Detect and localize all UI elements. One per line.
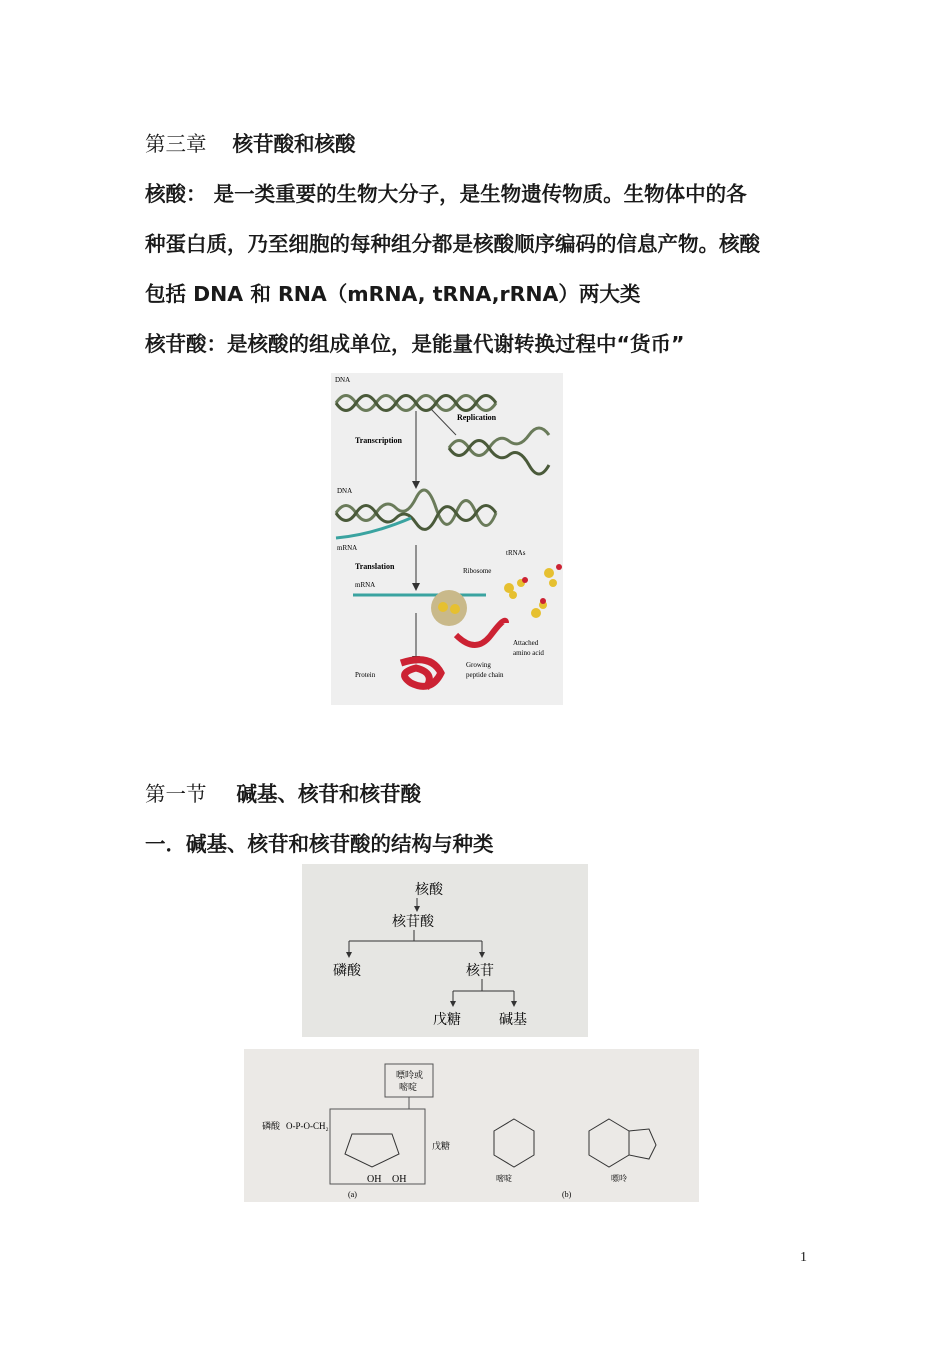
nucleotide-structure-figure bbox=[244, 1049, 699, 1202]
fig3-oh1: OH bbox=[367, 1174, 382, 1185]
fig2-nucleic-acid: 核酸 bbox=[415, 882, 443, 898]
chapter-label: 第三章 bbox=[145, 132, 207, 156]
fig2-phosphate: 磷酸 bbox=[333, 963, 361, 979]
fig1-ribosome-label: Ribosome bbox=[463, 567, 492, 575]
ribosome-shape bbox=[431, 590, 467, 626]
fig1-peptide-chain-label: peptide chain bbox=[466, 671, 504, 679]
fig3-pentose-label: 戊糖 bbox=[432, 1142, 451, 1152]
svg-text:O-P-O-CH₂: O-P-O-CH₂ bbox=[286, 1121, 329, 1131]
fig3-pyrimidine: 嘧啶 bbox=[496, 1174, 512, 1183]
fig1-dna-label: DNA bbox=[335, 376, 351, 384]
paragraph-line: 核酸： 是一类重要的生物大分子，是生物遗传物质。生物体中的各 bbox=[145, 182, 747, 206]
section-title: 碱基、核苷和核苷酸 bbox=[236, 782, 421, 806]
fig1-translation-label: Translation bbox=[355, 562, 395, 571]
page-number: 1 bbox=[800, 1250, 807, 1265]
paragraph-line: 核苷酸：是核酸的组成单位，是能量代谢转换过程中“货币” bbox=[145, 332, 685, 356]
fig1-amino-acid-label: amino acid bbox=[513, 649, 544, 657]
paragraph-line: 种蛋白质，乃至细胞的每种组分都是核酸顺序编码的信息产物。核酸 bbox=[145, 232, 760, 256]
fig2-nucleoside: 核苷 bbox=[466, 963, 494, 979]
fig1-trnas-label: tRNAs bbox=[506, 549, 526, 557]
section-heading bbox=[145, 777, 421, 807]
central-dogma-figure bbox=[331, 373, 563, 705]
fig3-phosphate-label: 磷酸 bbox=[262, 1122, 281, 1132]
fig3-oh2: OH bbox=[392, 1174, 407, 1185]
fig1-dna-mid-label: DNA bbox=[337, 487, 353, 495]
section-label: 第一节 bbox=[145, 782, 207, 806]
chapter-heading bbox=[145, 127, 356, 157]
fig1-attached-label: Attached bbox=[513, 639, 539, 647]
fig3-purine: 嘌呤 bbox=[611, 1174, 627, 1183]
fig1-mrna-label: mRNA bbox=[337, 544, 358, 552]
fig1-transcription-label: Transcription bbox=[355, 436, 402, 445]
fig1-replication-label: Replication bbox=[457, 413, 497, 422]
fig2-nucleotide: 核苷酸 bbox=[392, 914, 434, 930]
fig3-box-line2: 嘧啶 bbox=[399, 1083, 418, 1093]
fig2-pentose: 戊糖 bbox=[433, 1012, 461, 1028]
fig3-caption-a: (a) bbox=[348, 1190, 357, 1199]
subsection-heading: 一．碱基、核苷和核苷酸的结构与种类 bbox=[145, 832, 494, 856]
fig1-protein-label: Protein bbox=[355, 671, 376, 679]
fig2-base: 碱基 bbox=[499, 1012, 527, 1028]
paragraph-line: 包括 DNA 和 RNA（mRNA, tRNA,rRNA）两大类 bbox=[145, 282, 641, 306]
nucleic-acid-composition-figure bbox=[302, 864, 588, 1037]
fig3-caption-b: (b) bbox=[562, 1190, 572, 1199]
fig1-mrna2-label: mRNA bbox=[355, 581, 376, 589]
fig3-box-line1: 嘌呤或 bbox=[396, 1071, 424, 1081]
fig1-growing-label: Growing bbox=[466, 661, 491, 669]
chapter-title: 核苷酸和核酸 bbox=[232, 132, 356, 156]
